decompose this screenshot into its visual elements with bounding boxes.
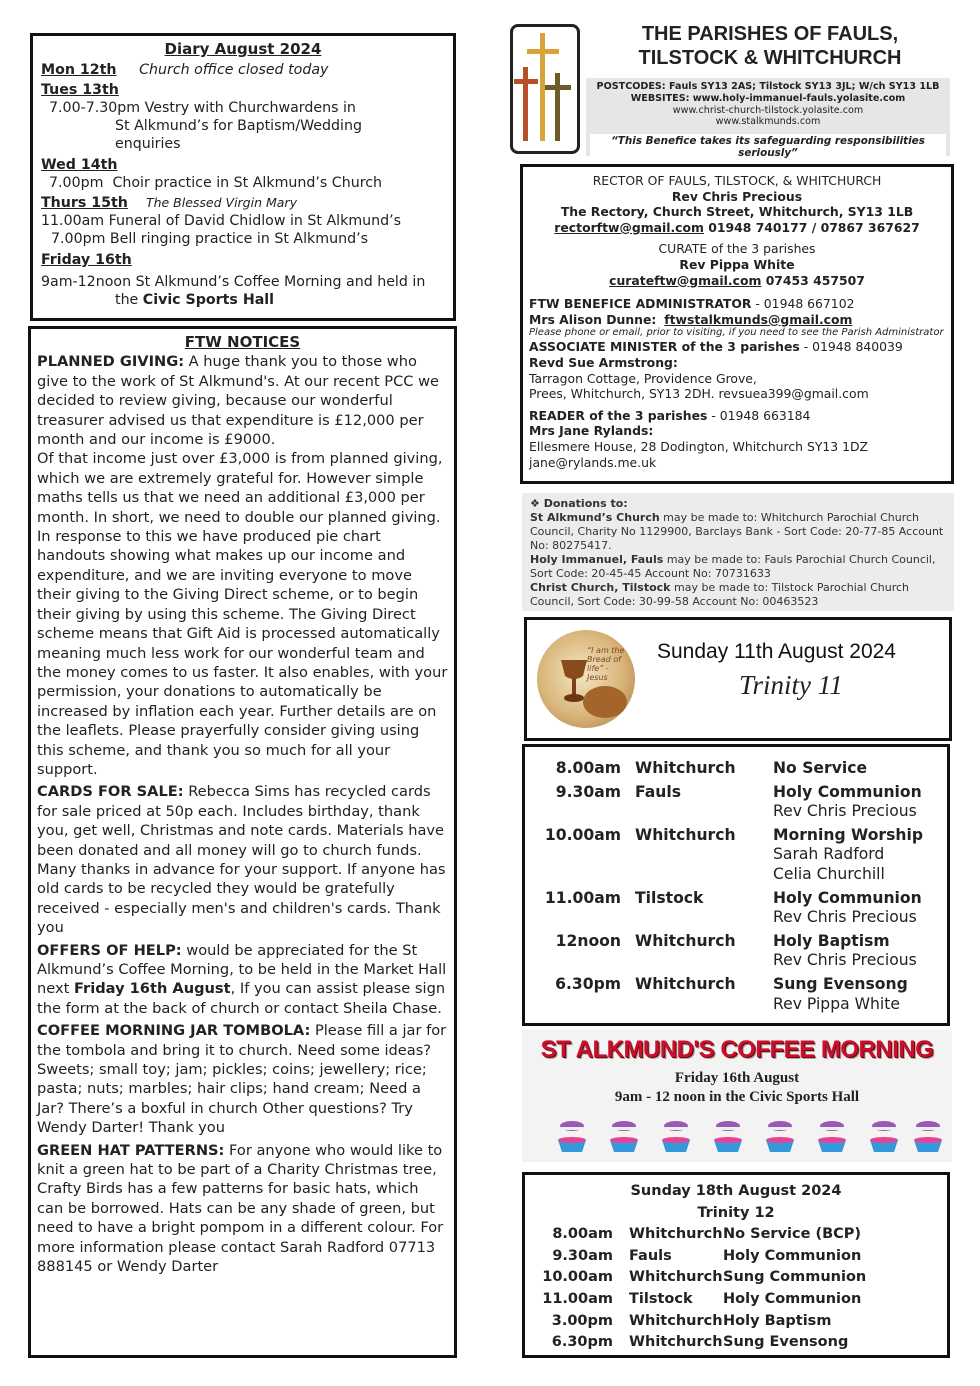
- notice-cards: [37, 782, 448, 937]
- postcodes: POSTCODES: Fauls SY13 2AS; Tilstock SY13 3JL; W/ch SY13 1LB: [596, 81, 940, 92]
- notice-text: Rebecca Sims has recycled cards for sale priced at 50p each. Includes birthday, thank you, get well, Christmas and note cards. Materials have been donated and all money will go to church funds. Many thanks in advance for your support. If anyone has old cards to be recycled they would be gratefully received - especially men's and children's cards. Thank you: [37, 783, 446, 937]
- service-time: 9.30am: [552, 1247, 613, 1264]
- service-time: 10.00am: [542, 1269, 613, 1286]
- diary-note: Church office closed today: [139, 62, 329, 78]
- service-place: Fauls: [635, 782, 681, 801]
- service-row: [535, 975, 937, 1014]
- coffee-cup-icon: [864, 1118, 908, 1154]
- service-place: Whitchurch: [629, 1269, 723, 1286]
- service-leader: Rev Chris Precious: [773, 908, 917, 927]
- donations-title: Donations to:: [543, 497, 628, 510]
- service-time: 10.00am: [544, 825, 621, 844]
- service-row: [535, 932, 937, 971]
- coffee-cups-decoration: [552, 1118, 952, 1156]
- service-name: No Service (BCP): [723, 1226, 862, 1243]
- coffee-date: Friday 16th August: [674, 1070, 800, 1086]
- rector-name: Rev Chris Precious: [671, 188, 803, 204]
- sunday18-trinity: Trinity 12: [697, 1204, 775, 1221]
- diary-text: 9am-12noon St Alkmund’s Coffee Morning and held in: [41, 274, 426, 290]
- title-line: TILSTOCK & WHITCHURCH: [638, 47, 902, 69]
- diary-day: Wed 14th: [41, 157, 118, 173]
- service-row: [533, 1289, 939, 1311]
- diary-day: Friday 16th: [41, 252, 132, 268]
- service-row: [535, 889, 937, 928]
- curate-title: CURATE of the 3 parishes: [658, 241, 816, 257]
- diary-text: St Alkmund’s for Baptism/Wedding: [115, 118, 362, 134]
- service-time: 6.30pm: [551, 1334, 613, 1351]
- crosses-icon: [513, 27, 577, 151]
- church-name: Holy Immanuel, Fauls: [530, 553, 664, 566]
- notice-heading: OFFERS OF HELP:: [37, 941, 182, 959]
- coffee-cup-icon: [656, 1118, 700, 1154]
- notices-panel: [28, 326, 457, 1358]
- service-place: Fauls: [629, 1247, 672, 1264]
- coffee-heading: ST ALKMUND'S COFFEE MORNING: [540, 1036, 934, 1063]
- contacts-panel: [520, 164, 954, 484]
- notice-heading: CARDS FOR SALE:: [37, 783, 184, 801]
- diary-text: 11.00am Funeral of David Chidlow in St Alkmund’s: [41, 213, 402, 229]
- service-name: Holy Communion: [723, 1290, 862, 1307]
- service-leader: Celia Churchill: [773, 864, 885, 883]
- coffee-venue: 9am - 12 noon in the Civic Sports Hall: [614, 1089, 860, 1105]
- church-name: Christ Church, Tilstock: [530, 581, 671, 594]
- service-name: Holy Baptism: [773, 931, 890, 950]
- diary-panel: [30, 33, 456, 321]
- admin-title: FTW BENEFICE ADMINISTRATOR: [529, 296, 752, 312]
- safeguarding-statement: “This Benefice takes its safeguarding responsibilities seriously”: [590, 134, 946, 162]
- service-time: 8.00am: [555, 759, 621, 777]
- service-row: [533, 1246, 939, 1268]
- reader-email[interactable]: jane@rylands.me.uk: [529, 454, 657, 470]
- service-place: Whitchurch: [635, 759, 736, 777]
- coffee-cup-icon: [760, 1118, 804, 1154]
- service-time: 12noon: [555, 931, 621, 950]
- sunday11-services: [522, 744, 950, 1026]
- website-link[interactable]: www.christ-church-tilstock.yolasite.com: [672, 104, 864, 116]
- diary-title: Diary August 2024: [164, 40, 322, 58]
- image-quote: “I am the Bread of life” - Jesus: [587, 646, 625, 682]
- rector-title: RECTOR OF FAULS, TILSTOCK, & WHITCHURCH: [592, 173, 882, 188]
- assoc-address: Prees, Whitchurch, SY13 2DH. revsuea399@gmail.com: [529, 386, 869, 402]
- notice-text: , If you can assist please sign the form at the back of church or contact Sheila Chase.: [37, 980, 446, 1017]
- service-place: Tilstock: [629, 1290, 693, 1307]
- service-time: 9.30am: [555, 782, 621, 801]
- notice-text: Of that income just over £3,000 is from planned giving, which we are extremely grateful for. However simple maths tells us that we need an additional £3,000 per month. In short, we need to double our planned giving. In response to this we have produced pie chart handouts showing what makes up our income and expenditure, and we are inviting everyone to move their giving to the Giving Direct scheme, or to begin their giving by using this scheme. The Giving Direct scheme means that Gift Aid is processed automatically meaning much less work for our wonderful team and the money comes to us faster. It also enables, with your permission, your donations to automatically be increased by inflation each year. Further details are on the leaflets. Please prayerfully consider giving using this scheme, and thank you so much for all your support.: [37, 450, 448, 778]
- service-row: [533, 1311, 939, 1333]
- diary-text: Vestry with Churchwardens in: [144, 100, 356, 116]
- service-time: 8.00am: [552, 1226, 613, 1243]
- service-place: Whitchurch: [629, 1334, 723, 1351]
- sunday18-date: Sunday 18th August 2024: [630, 1183, 842, 1199]
- coffee-cup-icon: [604, 1118, 648, 1154]
- church-name: St Alkmund’s Church: [530, 511, 660, 524]
- reader-title: READER of the 3 parishes: [529, 407, 708, 423]
- service-time: 3.00pm: [551, 1312, 613, 1329]
- reader-phone: - 01948 663184: [707, 407, 811, 423]
- assoc-title: ASSOCIATE MINISTER of the 3 parishes: [529, 339, 800, 355]
- coffee-cup-icon: [812, 1118, 856, 1154]
- service-name: Holy Baptism: [723, 1312, 832, 1329]
- parishes-title: [590, 22, 950, 70]
- coffee-cup-icon: [908, 1118, 952, 1154]
- website-link[interactable]: WEBSITES: www.holy-immanuel-fauls.yolasite.com: [630, 92, 906, 104]
- service-place: Whitchurch: [629, 1312, 723, 1329]
- curate-email-link[interactable]: curateftw@gmail.com: [609, 272, 762, 288]
- notice-text: For anyone who would like to knit a green hat to be part of a Charity Christmas tree, Crafty Birds has a few patterns for basic hats, which can be borrowed. Hats can be any shade of green, but need to have a bright pompom in a different colour. For more information please contact Sarah Radford 07713 888145 or Wendy Darter: [37, 1141, 444, 1276]
- diary-day: Thurs 15th: [41, 195, 128, 211]
- notices-title: FTW NOTICES: [184, 333, 301, 351]
- service-place: Whitchurch: [635, 825, 736, 844]
- service-name: Holy Communion: [773, 888, 922, 907]
- rector-address: The Rectory, Church Street, Whitchurch, SY13 1LB: [560, 204, 914, 220]
- assoc-name: Revd Sue Armstrong:: [529, 354, 678, 370]
- admin-note: Please phone or email, prior to visiting, if you need to see the Parish Administrator: [529, 327, 944, 339]
- service-name: Sung Evensong: [773, 974, 908, 993]
- assoc-phone: - 01948 840039: [799, 339, 903, 355]
- notice-heading: COFFEE MORNING JAR TOMBOLA:: [37, 1022, 311, 1040]
- service-place: Tilstock: [635, 888, 704, 907]
- sunday11-banner: [524, 617, 952, 741]
- service-time: 6.30pm: [555, 974, 621, 993]
- service-name: Holy Communion: [723, 1247, 862, 1264]
- service-row: [535, 759, 937, 779]
- diary-time: 7.00pm: [49, 175, 104, 191]
- curate-phone: 07453 457507: [761, 272, 865, 288]
- website-link[interactable]: www.stalkmunds.com: [715, 116, 821, 128]
- service-row: [533, 1332, 939, 1354]
- donation-details: may be made to: Fauls Parochial Church Council, Sort Code: 20-45-45 Account No: 70731633: [530, 553, 936, 580]
- service-row: [533, 1224, 939, 1246]
- coffee-cup-icon: [552, 1118, 596, 1154]
- curate-name: Rev Pippa White: [679, 256, 795, 272]
- service-time: 11.00am: [544, 888, 621, 907]
- sunday18-services: [522, 1172, 950, 1358]
- diary-text: Choir practice in St Alkmund’s Church: [112, 175, 383, 191]
- service-row: [535, 783, 937, 822]
- diary-venue: Civic Sports Hall: [142, 292, 274, 308]
- service-place: Whitchurch: [635, 931, 736, 950]
- diamond-bullet-icon: ❖: [530, 497, 540, 510]
- service-place: Whitchurch: [635, 974, 736, 993]
- admin-phone: - 01948 667102: [751, 296, 855, 312]
- diary-text: enquiries: [115, 136, 181, 152]
- admin-email-link[interactable]: ftwstalkmunds@gmail.com: [664, 311, 853, 327]
- service-leader: Rev Chris Precious: [773, 802, 917, 821]
- service-name: Sung Evensong: [723, 1334, 849, 1351]
- service-row: [533, 1267, 939, 1289]
- bread-of-life-image: [537, 630, 635, 728]
- sunday11-date: Sunday 11th August 2024: [657, 640, 896, 663]
- diary-day: Tues 13th: [41, 82, 119, 98]
- service-name: Morning Worship: [773, 825, 923, 844]
- notice-planned-giving: [37, 352, 448, 779]
- service-leader: Rev Chris Precious: [773, 951, 917, 970]
- reader-name: Mrs Jane Rylands:: [529, 423, 654, 439]
- donations-box: [522, 493, 954, 611]
- diary-time: 7.00-7.30pm: [49, 100, 141, 116]
- service-leader: Rev Pippa White: [773, 994, 900, 1013]
- service-leader: Sarah Radford: [773, 845, 885, 864]
- donation-details: may be made to: Tilstock Parochial Church Council, Sort Code: 30-99-58 Account No: 00463523: [530, 581, 910, 608]
- notice-tombola: [37, 1021, 448, 1137]
- reader-address: Ellesmere House, 28 Dodington, Whitchurch SY13 1DZ: [529, 438, 868, 454]
- donation-details: may be made to: Whitchurch Parochial Church Council, Charity No 1129900, Barclays Bank - Sort Code: 20-77-85 Account No: 80275417.: [530, 511, 944, 552]
- diary-day: Mon 12th: [41, 62, 117, 78]
- parish-logo: [510, 24, 580, 154]
- service-place: Whitchurch: [629, 1226, 723, 1243]
- rector-email-link[interactable]: rectorftw@gmail.com: [554, 219, 704, 235]
- service-name: Sung Communion: [723, 1269, 867, 1286]
- coffee-cup-icon: [708, 1118, 752, 1154]
- service-name: Holy Communion: [773, 782, 922, 801]
- notice-hats: [37, 1141, 448, 1277]
- notice-offers: [37, 941, 448, 1019]
- service-time: 11.00am: [542, 1290, 613, 1307]
- notice-text: would be appreciated for the St Alkmund’s Coffee Morning, to be held in the Market Hall next: [37, 941, 447, 998]
- notice-text: A huge thank you to those who give to the work of St Alkmund's. At our recent PCC we decided to review giving, because our wonderful treasurer advised us that expenditure is £12,000 per month and our income is £9000.: [37, 353, 440, 449]
- diary-text: 7.00pm Bell ringing practice in St Alkmund’s: [51, 231, 368, 247]
- sunday11-trinity: Trinity 11: [739, 670, 843, 700]
- title-line: THE PARISHES OF FAULS,: [641, 23, 899, 45]
- notice-text: Please fill a jar for the tombola and bring it to church. Need some ideas? Sweets; small toy; jam; pickles; coins; jewellery; rice; pasta; nuts; marbles; hair clips; hand cream; Need a Jar? There’s a boxful in church Other questions? Try Wendy Darter! Thank you: [37, 1022, 447, 1137]
- diary-text: the: [115, 292, 143, 308]
- rector-phones: 01948 740177 / 07867 367627: [703, 219, 920, 235]
- notice-date: Friday 16th August: [73, 980, 231, 998]
- notice-heading: PLANNED GIVING:: [37, 353, 185, 371]
- bread-icon: [583, 686, 627, 718]
- assoc-address: Tarragon Cottage, Providence Grove,: [529, 370, 757, 386]
- service-row: [535, 826, 937, 885]
- postcodes-box: [586, 78, 950, 159]
- admin-name: Mrs Alison Dunne:: [529, 311, 657, 327]
- notice-heading: GREEN HAT PATTERNS:: [37, 1141, 225, 1159]
- diary-note: The Blessed Virgin Mary: [145, 195, 297, 210]
- service-name: No Service: [773, 759, 868, 777]
- coffee-morning-banner: [522, 1030, 952, 1162]
